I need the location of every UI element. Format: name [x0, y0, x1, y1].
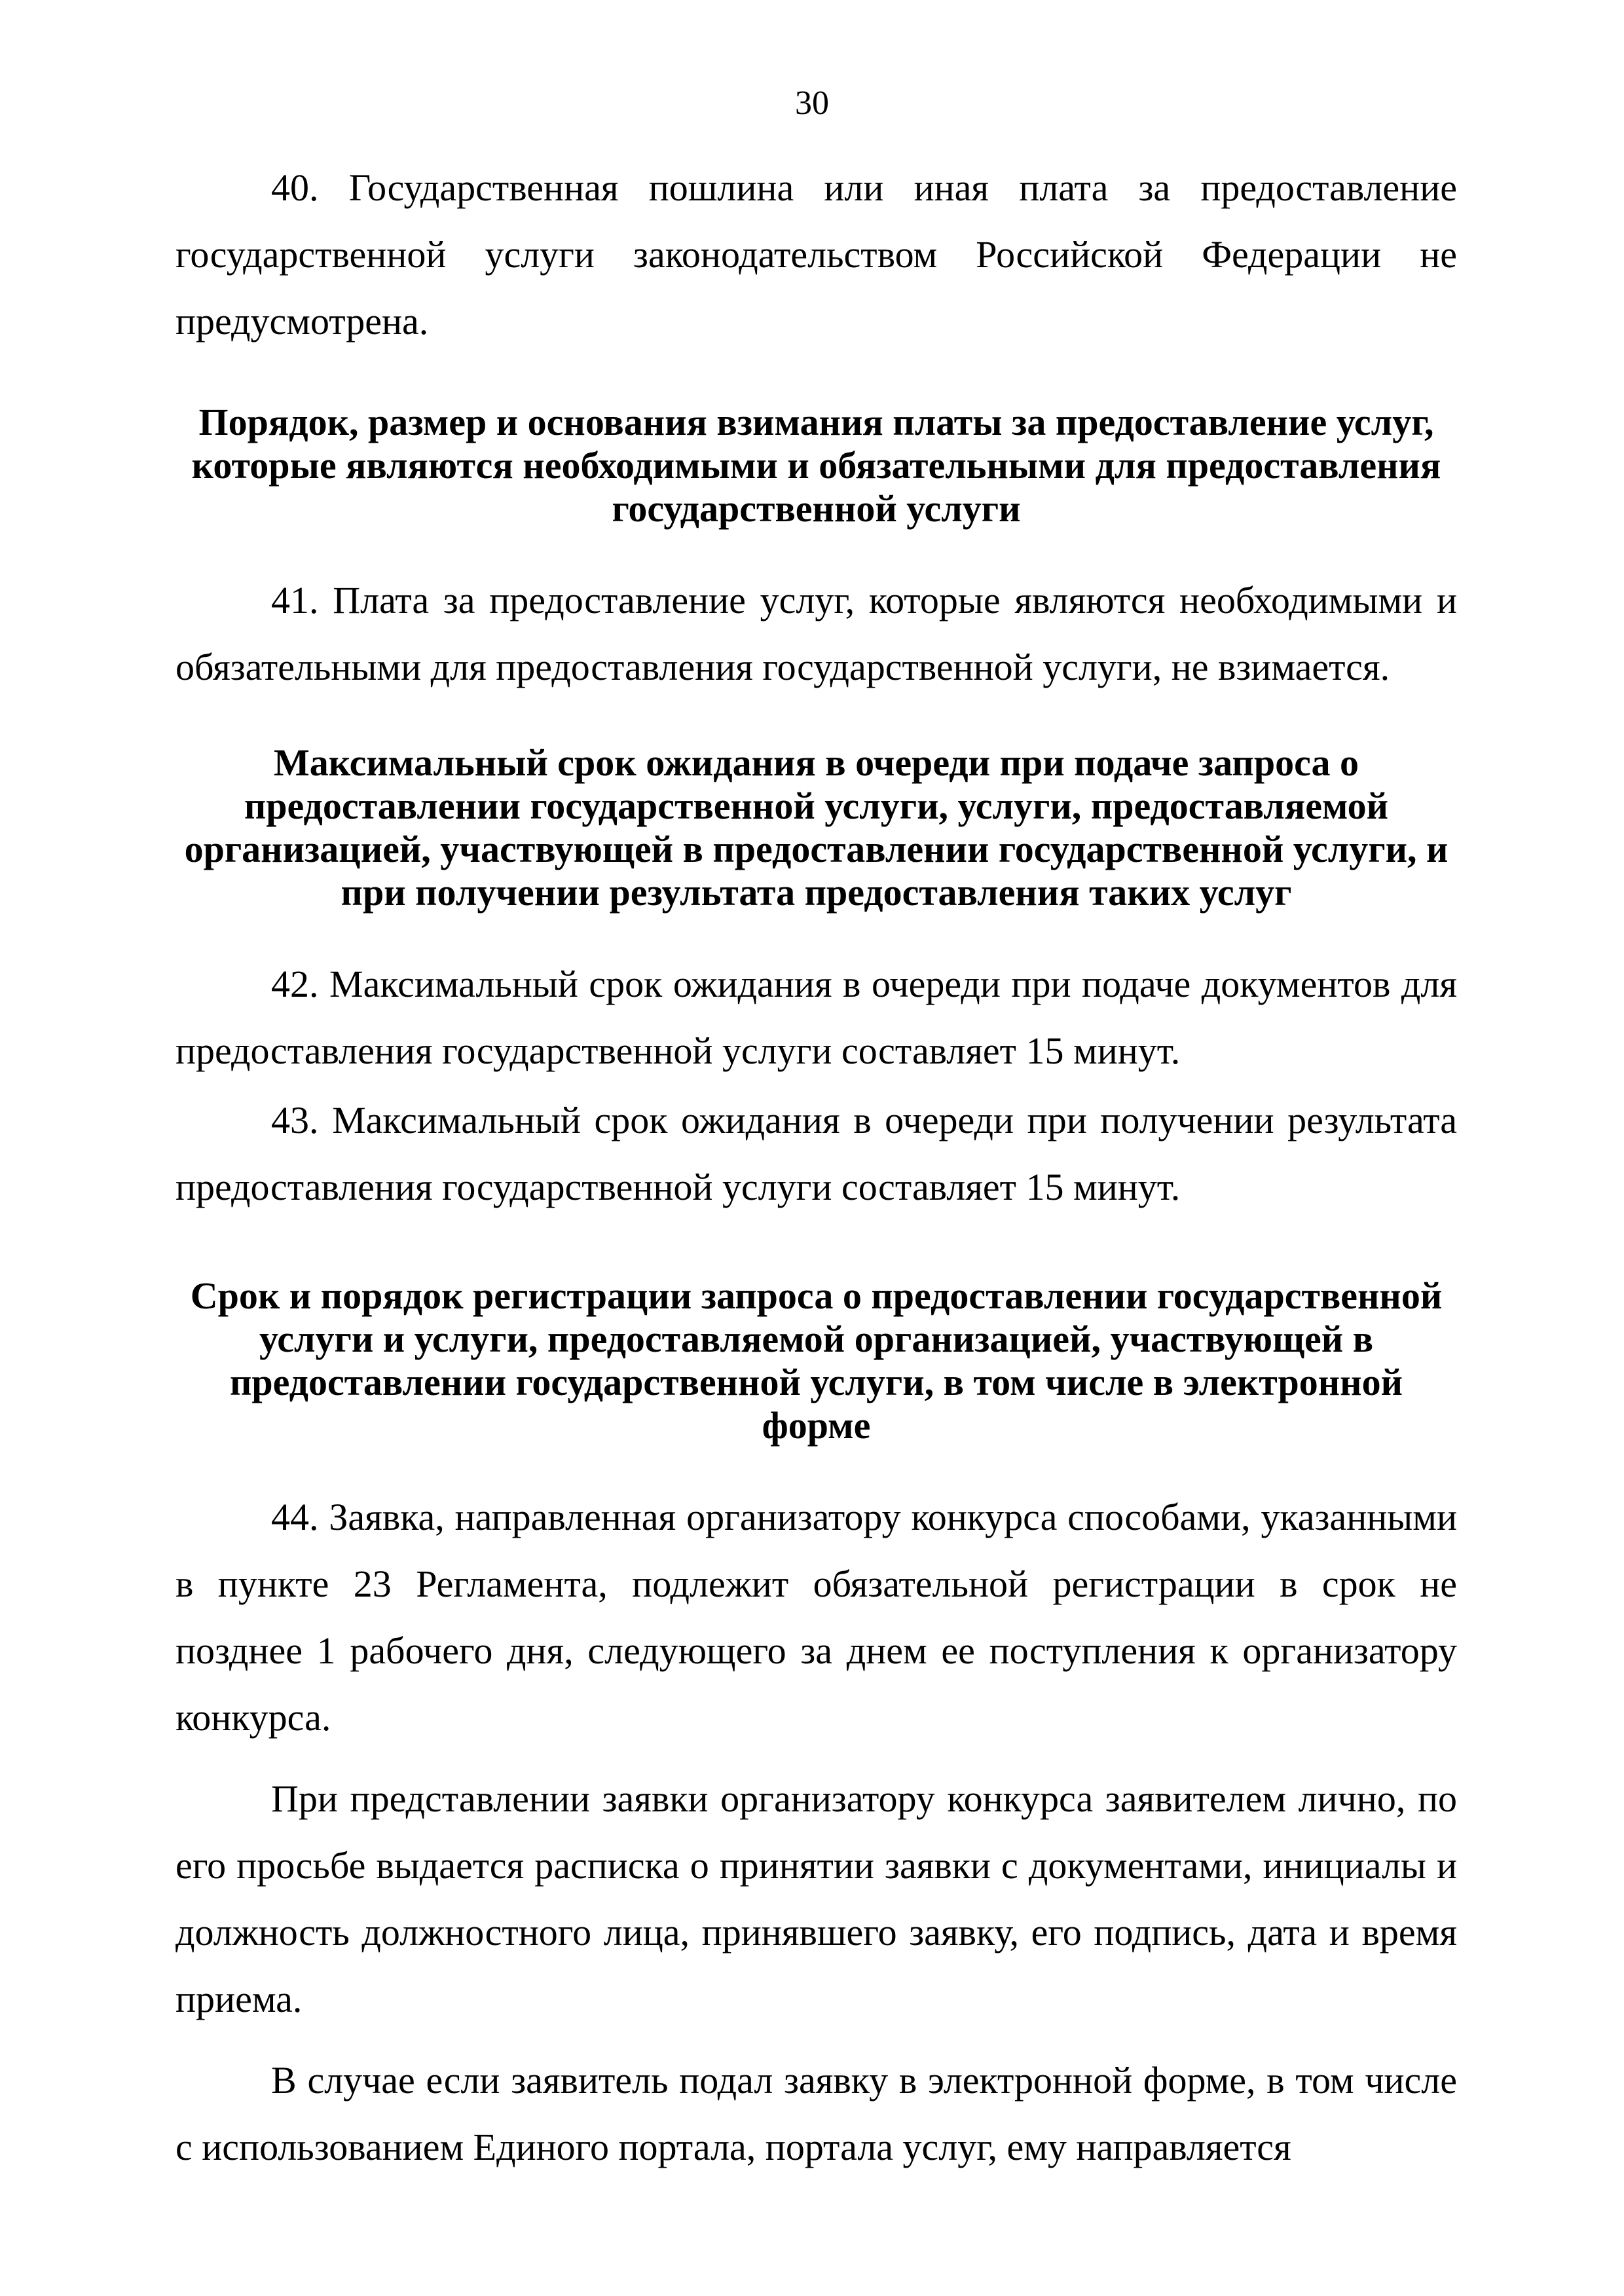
page-number: 30 [795, 84, 829, 122]
section-heading-registration: Срок и порядок регистрации запроса о предоставлении государственной услуги и услуги, предоставляемой организацией, участвующей в предоставлении государственной услуги, в том числе в электронной форме [190, 1274, 1443, 1447]
paragraph-43: 43. Максимальный срок ожидания в очереди при получении результата предоставления государственной услуги составляет 15 минут. [175, 1099, 1457, 1208]
paragraph-44: 44. Заявка, направленная организатору конкурса способами, указанными в пункте 23 Регламента, подлежит обязательной регистрации в срок не позднее 1 рабочего дня, следующего за днем ее поступления к организатору конкурса. [175, 1496, 1457, 1739]
section-heading-fees: Порядок, размер и основания взимания платы за предоставление услуг, которые являются необходимыми и обязательными для предоставления государственной услуги [191, 401, 1441, 530]
paragraph-40: 40. Государственная пошлина или иная плата за предоставление государственной услуги законодательством Российской Федерации не предусмотрена. [175, 166, 1457, 343]
document-body [175, 155, 1457, 2181]
paragraph-41: 41. Плата за предоставление услуг, которые являются необходимыми и обязательными для предоставления государственной услуги, не взимается. [175, 579, 1457, 688]
paragraph-personal-submission: При представлении заявки организатору конкурса заявителем лично, по его просьбе выдается расписка о принятии заявки с документами, инициалы и должность должностного лица, принявшего заявку, его подпись, дата и время приема. [175, 1777, 1457, 2020]
paragraph-electronic-submission: В случае если заявитель подал заявку в электронной форме, в том числе с использованием Единого портала, портала услуг, ему направляется [175, 2059, 1457, 2168]
section-heading-waiting-time: Максимальный срок ожидания в очереди при подаче запроса о предоставлении государственной услуги, услуги, предоставляемой организацией, участвующей в предоставлении государственной услуги, и при получении результата предоставления таких услуг [184, 741, 1449, 914]
paragraph-42: 42. Максимальный срок ожидания в очереди при подаче документов для предоставления государственной услуги составляет 15 минут. [175, 963, 1457, 1072]
